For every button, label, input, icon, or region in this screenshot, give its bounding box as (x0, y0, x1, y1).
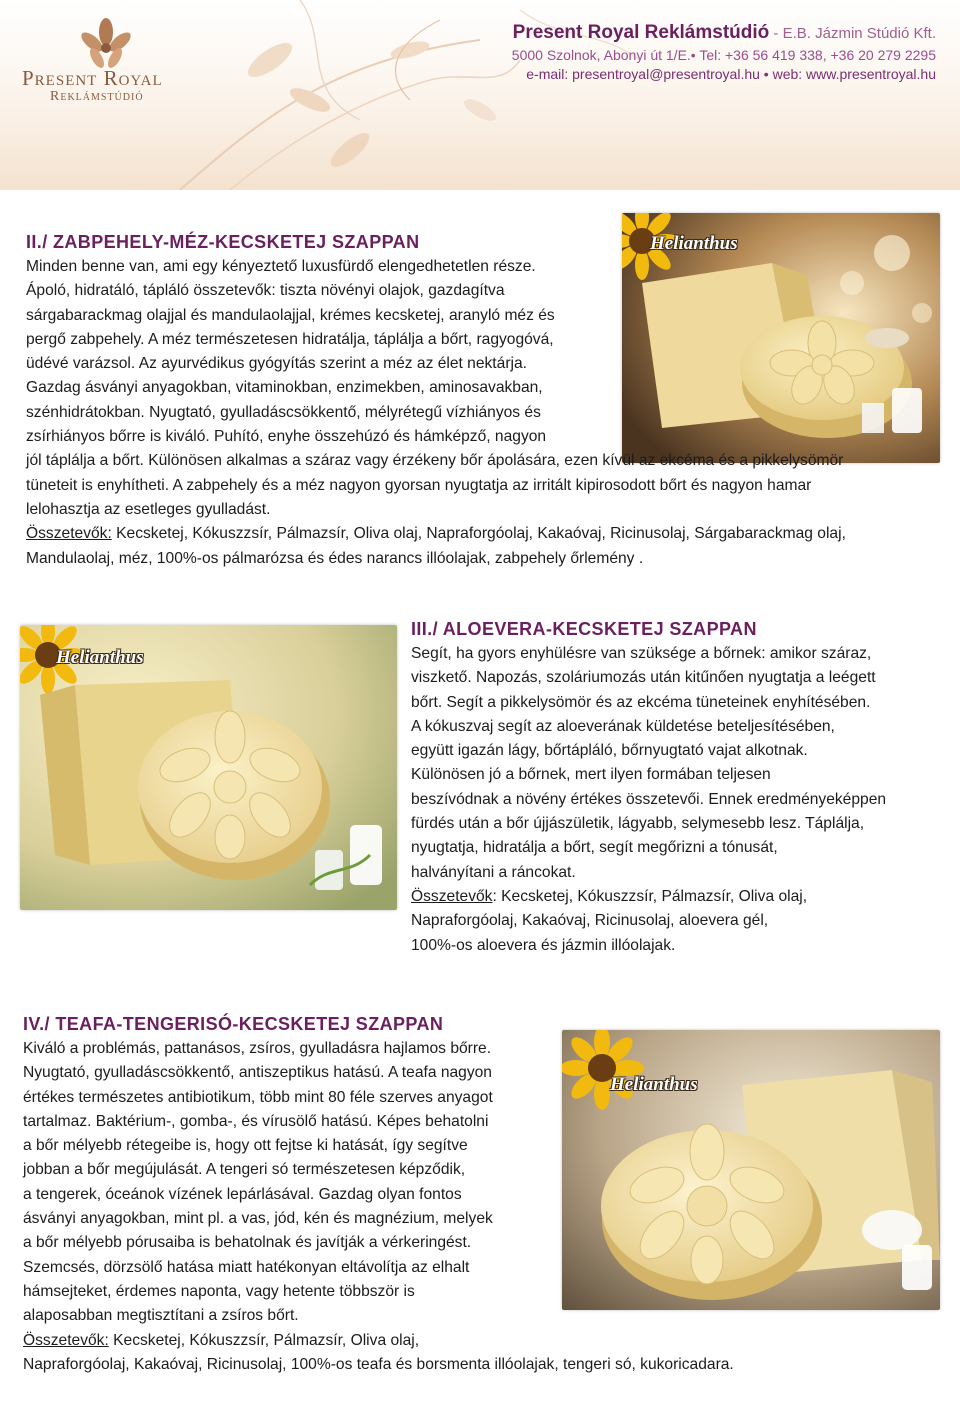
section-teatree (23, 1014, 943, 1377)
body-line: Szemcsés, dörzsölő hatása miatt hatékonyan eltávolítja az elhalt (23, 1258, 470, 1276)
section-body (411, 642, 951, 958)
body-line: Gazdag ásványi anyagokban, vitaminokban, enzimekben, aminosavakban, (26, 379, 543, 397)
section-number: IV./ (23, 1014, 50, 1034)
body-line: A kókuszvaj segít az aloeverának küldetése beteljesítésében, (411, 717, 835, 735)
ingredients-line: 100%-os aloevera és jázmin illóolajak. (411, 936, 676, 954)
section-number: III./ (411, 619, 439, 639)
ingredients-line: Mandulaolaj, méz, 100%-os pálmarózsa és édes narancs illóolajak, zabpehely őrlemény . (26, 549, 644, 567)
body-line: viszkető. Napozás, szoláriumozás után kitűnően nyugtatja a leégett (411, 669, 876, 687)
body-line: beszívódnak a növény értékes összetevői. Ennek eredményeképpen (411, 790, 887, 808)
section-aloevera (411, 619, 951, 958)
ingredients-line (23, 1329, 943, 1353)
ingredients-label: Összetevők: (23, 1331, 109, 1349)
section-number: II./ (26, 232, 48, 252)
section-title (26, 232, 946, 254)
section-title (411, 619, 951, 641)
ingredients-text: Kecsketej, Kókuszzsír, Pálmazsír, Oliva olaj, Napraforgóolaj, Kakaóvaj, Ricinusolaj, Sárgabarackmag olaj, (111, 525, 846, 543)
company-legal-name: E.B. Jázmin Stúdió Kft. (782, 25, 936, 42)
company-name: Present Royal Reklámstúdió (512, 22, 770, 43)
company-address: 5000 Szolnok, Abonyi út 1/E.• Tel: +36 56 419 338, +36 20 279 2295 (511, 47, 936, 63)
body-line: tartalmaz. Baktérium-, gomba-, és vírusölő hatású. Képes behatolni (23, 1112, 489, 1130)
body-line: szénhidrátokban. Nyugtató, gyulladáscsökkentő, mélyrétegű vízhiányos és (26, 403, 541, 421)
body-line: fürdés után a bőr újjászületik, lágyabb, selymesebb lesz. Táplálja, (411, 815, 865, 833)
body-line: jobban a bőr megújulását. A tengeri só természetesen képződik, (23, 1161, 466, 1179)
company-separator: - (769, 25, 783, 42)
body-line: pergő zabpehely. A méz természetesen hidratálja, táplálja a bőrt, ragyogóvá, (26, 330, 554, 348)
section-title-text: TEAFA-TENGERISÓ-KECSKETEJ SZAPPAN (55, 1014, 444, 1034)
section-body (26, 255, 946, 571)
body-line: bőrt. Segít a pikkelysömör és az ekcéma tüneteinek enyhítésében. (411, 693, 871, 711)
body-line: hámsejteket, érdemes naponta, vagy hetente többször is (23, 1282, 415, 1300)
section-title (23, 1014, 943, 1036)
ingredients-label: Összetevők (411, 887, 493, 905)
body-line: nyugtatja, hidratálja a bőrt, segít megőrizni a tónusát, (411, 839, 778, 857)
body-line: Minden benne van, ami egy kényeztető luxusfürdő elengedhetetlen része. (26, 258, 536, 275)
company-contact[interactable]: e-mail: presentroyal@presentroyal.hu • web: www.presentroyal.hu (526, 66, 936, 82)
body-line: sárgabarackmag olajjal és mandulaolajjal, krémes kecsketej, aranyló méz és (26, 306, 555, 324)
section-title-text: ALOEVERA-KECSKETEJ SZAPPAN (442, 619, 757, 639)
section-title-text: ZABPEHELY-MÉZ-KECSKETEJ SZAPPAN (53, 232, 420, 252)
body-line: ásványi anyagokban, mint pl. a vas, jód, kén és magnézium, melyek (23, 1210, 493, 1228)
ingredients-text: : Kecsketej, Kókuszzsír, Pálmazsír, Oliva olaj, (492, 887, 808, 905)
brand-label: Helianthus (610, 1074, 698, 1095)
body-line: üdévé varázsol. Az ayurvédikus gyógyítás szerint a méz az élet nektárja. (26, 355, 527, 373)
logo-name: Present Royal (22, 66, 163, 90)
body-line: a bőr mélyebb rétegeibe is, hogy ott fejtse ki hatását, így segítve (23, 1137, 468, 1155)
ingredients-line: Napraforgóolaj, Kakaóvaj, Ricinusolaj, 100%-os teafa és borsmenta illóolajak, tengeri só, kukoricadara. (23, 1355, 734, 1373)
product-photo-aloevera (20, 625, 397, 910)
body-line: tüneteit is enyhítheti. A zabpehely és a méz nagyon gyorsan nyugtatja az irritált kipirosodott bőrt és nagyon hamar (26, 476, 812, 494)
ingredients-line (411, 885, 951, 909)
body-line: a tengerek, óceánok vízének lepárlásával. Gazdag olyan fontos (23, 1185, 462, 1203)
body-line: értékes természetes antibiotikum, több mint 80 féle szerves anyagot (23, 1088, 493, 1106)
brand-label: Helianthus (56, 647, 144, 668)
body-line: halványítani a ráncokat. (411, 863, 576, 881)
body-line: Nyugtató, gyulladáscsökkentő, antiszeptikus hatású. A teafa nagyon (23, 1064, 492, 1082)
body-line: jól táplálja a bőrt. Különösen alkalmas a száraz vagy érzékeny bőr ápolására, ezen kívül az ekcéma és a pikkelysömör (26, 452, 844, 470)
section-body (23, 1037, 943, 1377)
section-oat-honey (26, 232, 946, 571)
ingredients-line: Napraforgóolaj, Kakaóvaj, Ricinusolaj, aloevera gél, (411, 912, 769, 930)
body-line: zsírhiányos bőrre is kiváló. Puhító, enyhe összehúzó és hámképző, nagyon (26, 428, 547, 446)
body-line: alaposabban megtisztítani a zsíros bőrt. (23, 1307, 299, 1325)
brand-label: Helianthus (650, 233, 738, 254)
body-line: Ápoló, hidratáló, tápláló összetevők: tiszta növényi olajok, gazdagítva (26, 282, 505, 300)
ingredients-text: Kecsketej, Kókuszzsír, Pálmazsír, Oliva olaj, (108, 1331, 420, 1349)
company-name-line (512, 22, 936, 44)
page-header (0, 0, 960, 190)
body-line: a bőr mélyebb pórusaiba is behatolnak és javítják a vérkeringést. (23, 1234, 472, 1252)
company-info (512, 22, 936, 82)
logo-subtitle: Reklámstúdió (50, 89, 144, 104)
body-line: Kiváló a problémás, pattanásos, zsíros, gyulladásra hajlamos bőrre. (23, 1040, 492, 1057)
body-line: együtt igazán lágy, bőrtápláló, bőrnyugtató vajat alkotnak. (411, 742, 808, 760)
ingredients-label: Összetevők: (26, 525, 112, 543)
ingredients-line (26, 522, 946, 546)
body-line: Különösen jó a bőrnek, mert ilyen formában teljesen (411, 766, 771, 784)
body-line: Segít, ha gyors enyhülésre van szüksége a bőrnek: amikor száraz, (411, 645, 872, 662)
body-line: lelohasztja az esetleges gyulladást. (26, 500, 271, 518)
